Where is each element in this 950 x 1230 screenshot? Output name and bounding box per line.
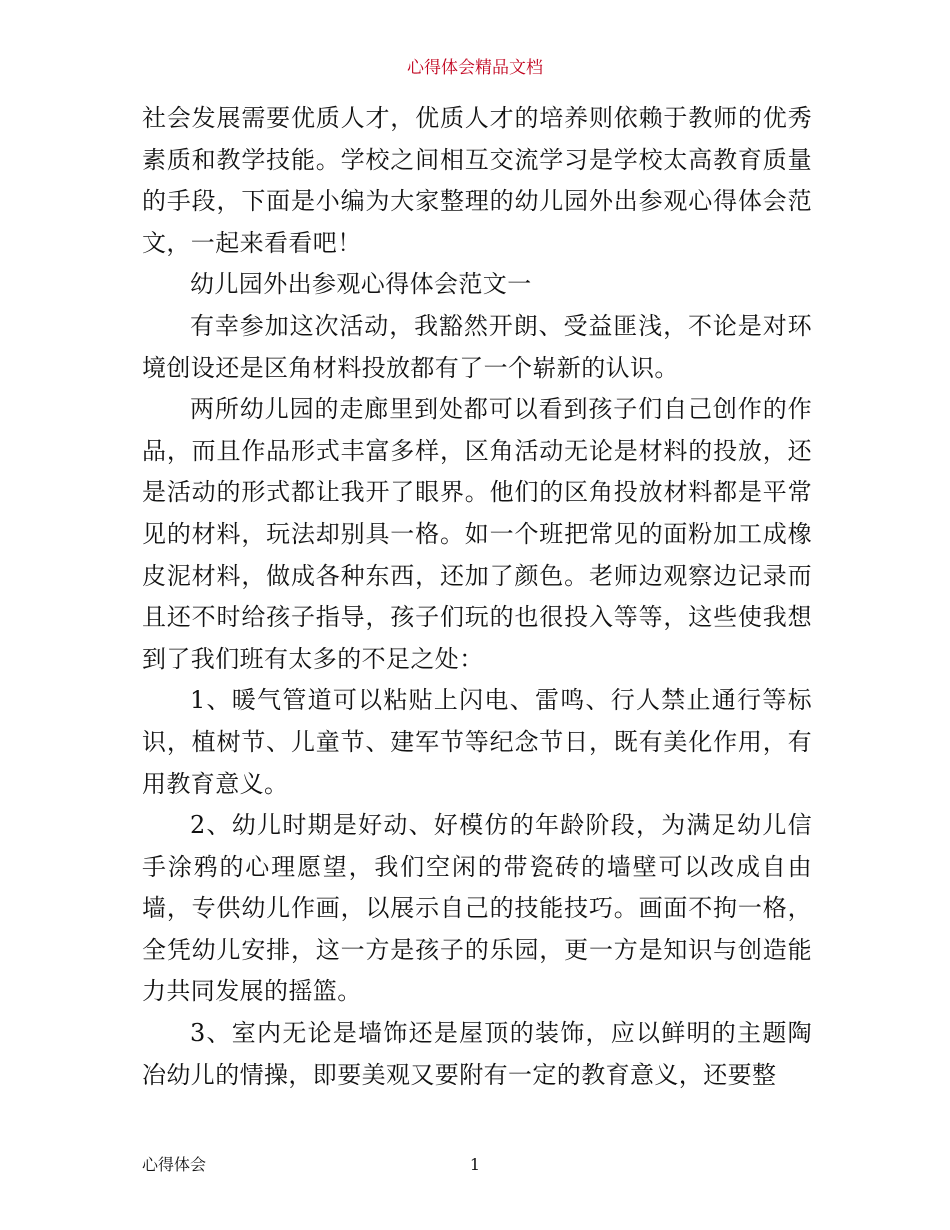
body-paragraph: 两所幼儿园的走廊里到处都可以看到孩子们自己创作的作品，而且作品形式丰富多样，区角活动无论是材料的投放，还是活动的形式都让我开了眼界。他们的区角投放材料都是平常见的材料，玩法却别具一格。如一个班把常见的面粉加工成橡皮泥材料，做成各种东西，还加了颜色。老师边观察边记录而且还不时给孩子指导，孩子们玩的也很投入等等，这些使我想到了我们班有太多的不足之处： bbox=[142, 395, 812, 673]
list-item-paragraph: 3、室内无论是墙饰还是屋顶的装饰，应以鲜明的主题陶冶幼儿的情操，即要美观又要附有一定的教育意义，还要整 bbox=[142, 1019, 812, 1089]
page-header-title: 心得体会精品文档 bbox=[407, 58, 543, 78]
document-body bbox=[142, 98, 812, 1096]
body-paragraph: 有幸参加这次活动，我豁然开朗、受益匪浅，不论是对环境创设还是区角材料投放都有了一个崭新的认识。 bbox=[142, 311, 812, 382]
section-heading: 幼儿园外出参观心得体会范文一 bbox=[190, 270, 532, 299]
list-item-paragraph: 1、暖气管道可以粘贴上闪电、雷鸣、行人禁止通行等标识，植树节、儿童节、建军节等纪念节日，既有美化作用，有用教育意义。 bbox=[142, 686, 812, 798]
intro-paragraph: 社会发展需要优质人才，优质人才的培养则依赖于教师的优秀素质和教学技能。学校之间相互交流学习是学校太高教育质量的手段，下面是小编为大家整理的幼儿园外出参观心得体会范文，一起来看看吧！ bbox=[142, 104, 812, 257]
list-item-paragraph: 2、幼儿时期是好动、好模仿的年龄阶段，为满足幼儿信手涂鸦的心理愿望，我们空闲的带瓷砖的墙壁可以改成自由墙，专供幼儿作画，以展示自己的技能技巧。画面不拘一格，全凭幼儿安排，这一方是孩子的乐园，更一方是知识与创造能力共同发展的摇篮。 bbox=[142, 811, 812, 1006]
footer-label: 心得体会 bbox=[142, 1155, 207, 1174]
page-number: 1 bbox=[469, 1155, 481, 1174]
